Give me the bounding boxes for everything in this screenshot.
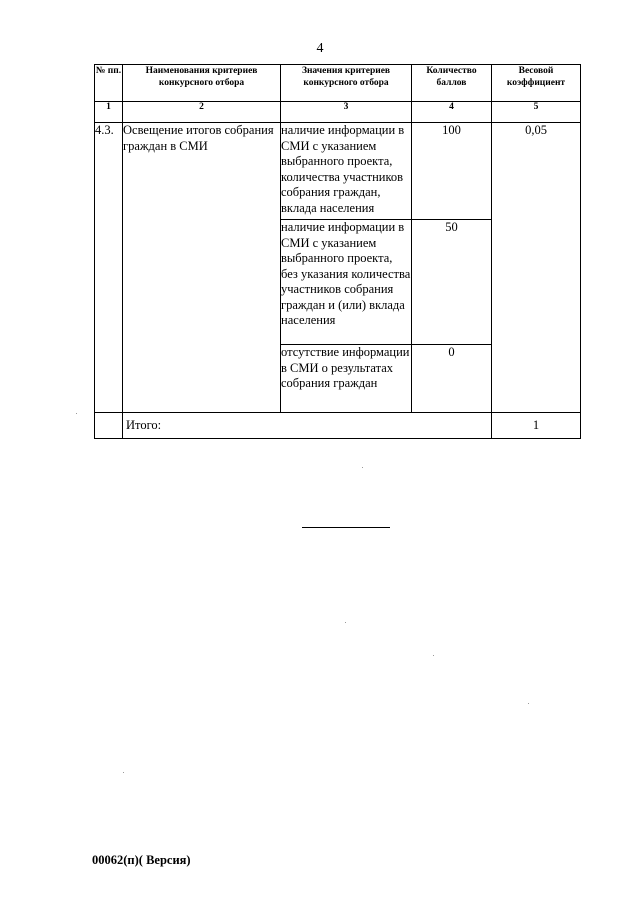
- criterion-value: отсутствие информации в СМИ о результатах собрания граждан: [281, 345, 412, 413]
- column-number: 3: [281, 102, 412, 123]
- column-number-row: [95, 102, 581, 123]
- header-score: Количество баллов: [412, 65, 492, 102]
- criterion-value: наличие информации в СМИ с указанием выбранного проекта, без указания количества участников собрания граждан и (или) вклада населения: [281, 220, 412, 345]
- table-header-row: [95, 65, 581, 102]
- separator-line: [302, 527, 390, 528]
- scan-speck: [362, 467, 363, 468]
- criterion-value: наличие информации в СМИ с указанием выбранного проекта, количества участников собрания граждан, вклада населения: [281, 123, 412, 220]
- scan-speck: [528, 703, 529, 704]
- scan-speck: [345, 622, 346, 623]
- score-cell: 0: [412, 345, 492, 413]
- scan-speck: [433, 655, 434, 656]
- criterion-name: Освещение итогов собрания граждан в СМИ: [123, 123, 281, 413]
- scan-speck: [76, 413, 77, 414]
- column-number: 5: [492, 102, 581, 123]
- weight-cell: 0,05: [492, 123, 581, 413]
- total-label: Итого:: [123, 413, 492, 439]
- total-row: [95, 413, 581, 439]
- header-criterion-name: Наименования критериев конкурсного отбора: [123, 65, 281, 102]
- criteria-table: [94, 64, 581, 439]
- total-empty-cell: [95, 413, 123, 439]
- page-number: 4: [316, 41, 324, 56]
- column-number: 2: [123, 102, 281, 123]
- column-number: 1: [95, 102, 123, 123]
- total-value: 1: [492, 413, 581, 439]
- header-weight: Весовой коэффициент: [492, 65, 581, 102]
- score-cell: 50: [412, 220, 492, 345]
- table-row: [95, 123, 581, 220]
- header-criterion-values: Значения критериев конкурсного отбора: [281, 65, 412, 102]
- column-number: 4: [412, 102, 492, 123]
- scan-speck: [123, 772, 124, 773]
- row-number: 4.3.: [95, 123, 123, 413]
- score-cell: 100: [412, 123, 492, 220]
- document-code: 00062(п)( Версия): [92, 853, 191, 867]
- header-number: № пп.: [95, 65, 123, 102]
